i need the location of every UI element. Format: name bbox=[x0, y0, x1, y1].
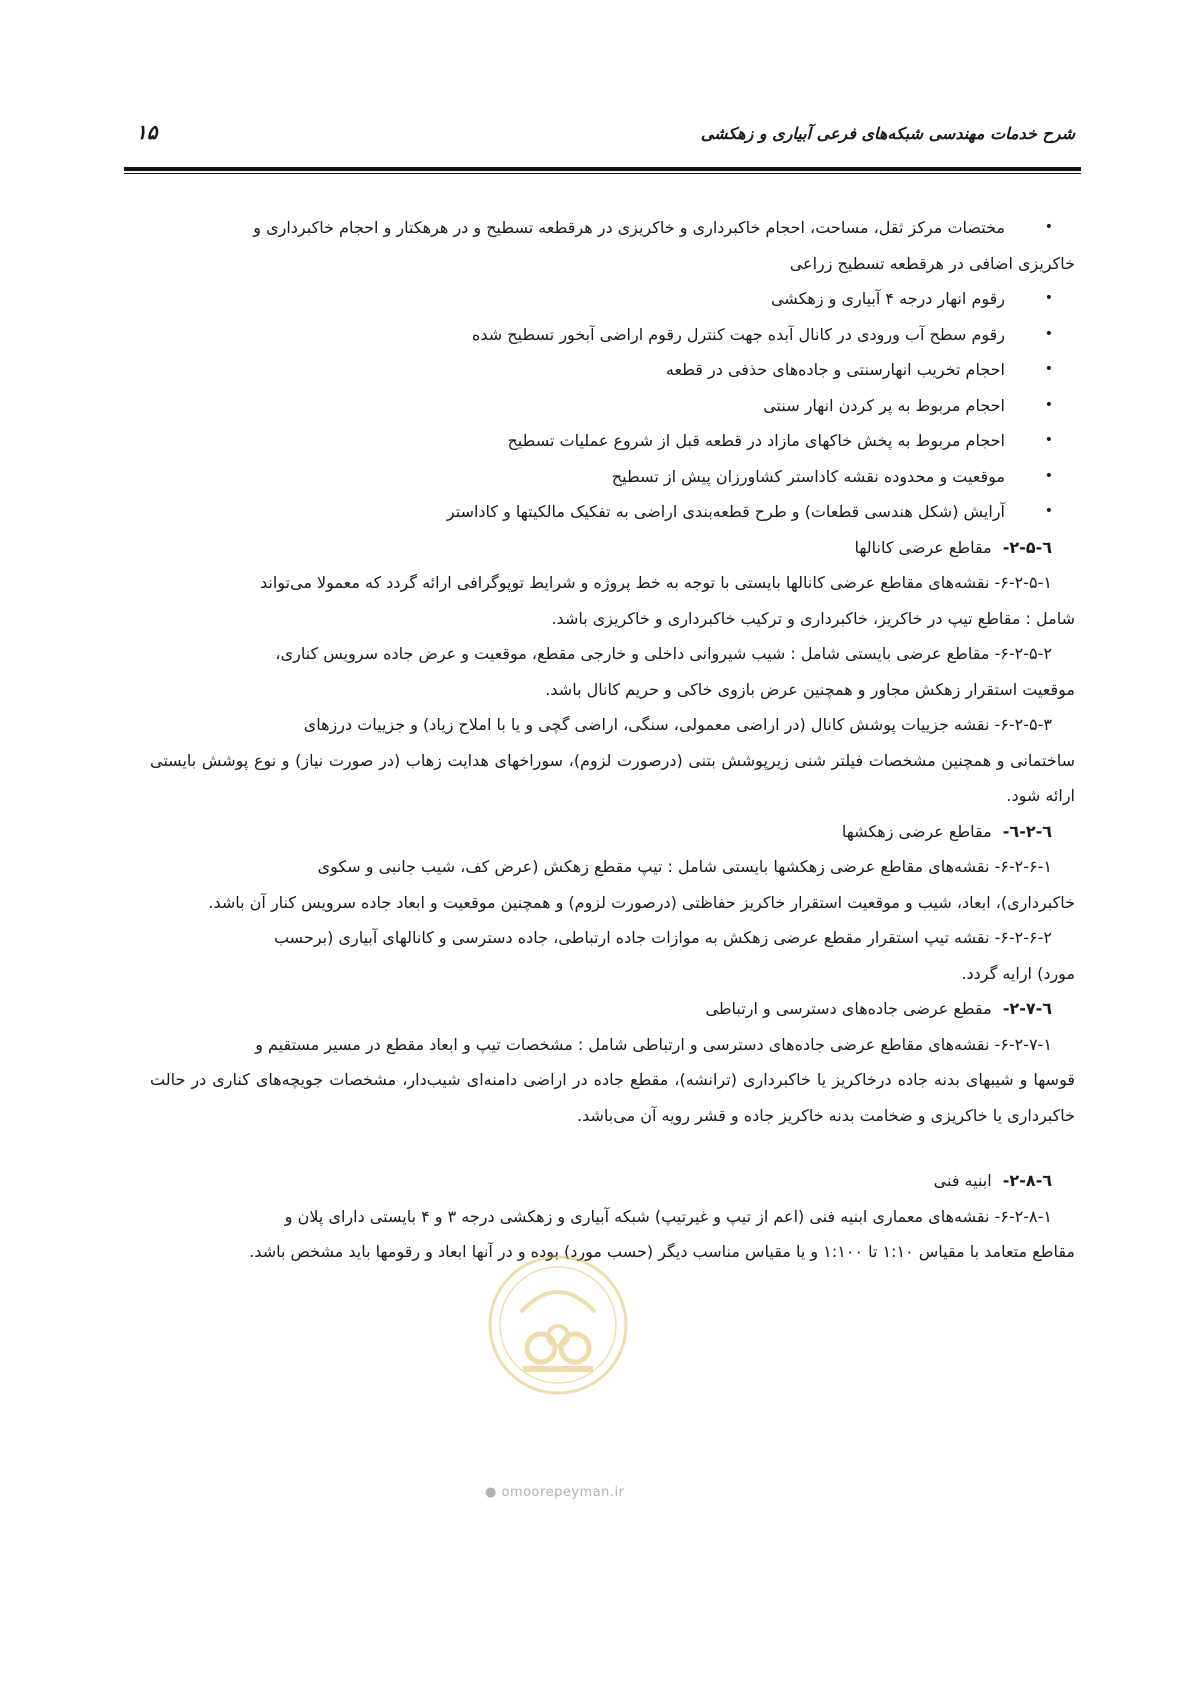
watermark-url: ● omoorepeyman.ir bbox=[485, 1485, 625, 1500]
list-item: • آرایش (شکل هندسی قطعات) و طرح قطعه‌بندی اراضی به تفکیک مالکیتها و کاداستر bbox=[150, 494, 1075, 530]
section-number: ٦-۲-۸- bbox=[1002, 1171, 1052, 1190]
header-rule-thin bbox=[124, 173, 1081, 174]
paragraph bbox=[150, 920, 1075, 991]
list-item: • احجام تخریب انهارسنتی و جاده‌های حذفی در قطعه bbox=[150, 352, 1075, 388]
bullet-list bbox=[150, 210, 1075, 246]
section-heading bbox=[150, 530, 1075, 566]
spacer bbox=[150, 1133, 1075, 1163]
header-rule-thick bbox=[124, 167, 1081, 171]
bullet-list bbox=[150, 281, 1075, 530]
paragraph-rest: موقعیت استقرار زهکش مجاور و همچنین عرض بازوی خاکی و حریم کانال باشد. bbox=[545, 679, 1075, 699]
page-header bbox=[130, 118, 1075, 150]
section-title: مقاطع عرضی کانالها bbox=[854, 537, 992, 557]
list-item-continuation: خاکریزی اضافی در هرقطعه تسطیح زراعی bbox=[789, 253, 1075, 273]
page-number: ۱۵ bbox=[136, 120, 158, 144]
section-heading bbox=[150, 814, 1075, 850]
paragraph-rest: خاکبرداری)، ابعاد، شیب و موقعیت استقرار خاکریز حفاظتی (درصورت لزوم) و همچنین موقعیت و ابعاد جاده سرویس کنار آن باشد. bbox=[208, 892, 1075, 912]
paragraph bbox=[150, 565, 1075, 636]
paragraph-first-line: ۶-۲-۸-۱- نقشه‌های معماری ابنیه فنی (اعم از تیپ و غیرتیپ) شبکه آبیاری و زهکشی درجه ۳ و ۴ بایستی دارای پلان و bbox=[284, 1206, 1052, 1226]
paragraph bbox=[150, 636, 1075, 707]
list-item: • احجام مربوط به پخش خاکهای مازاد در قطعه قبل از شروع عملیات تسطیح bbox=[150, 423, 1075, 459]
paragraph-rest: قوسها و شیبهای بدنه جاده درخاکریز یا خاکبرداری (ترانشه)، مقطع جاده در اراضی دامنه‌ای شیب‌دار، مشخصات جویچه‌های کناری در حالت خاکبرداری یا خاکریزی و ضخامت بدنه خاکریز جاده و قشر رویه آن می‌باشد. bbox=[150, 1070, 1075, 1125]
seal-icon bbox=[483, 1250, 633, 1400]
paragraph-rest: ساختمانی و همچنین مشخصات فیلتر شنی زیرپوشش بتنی (درصورت لزوم)، سوراخهای هدایت زهاب (در صورت نیاز) و نوع پوشش بایستی ارائه شود. bbox=[150, 750, 1075, 805]
paragraph bbox=[150, 707, 1075, 814]
section-title: مقطع عرضی جاده‌های دسترسی و ارتباطی bbox=[705, 999, 992, 1018]
section-title: ابنیه فنی bbox=[933, 1171, 992, 1190]
paragraph-first-line: ۶-۲-۷-۱- نقشه‌های مقاطع عرضی جاده‌های دسترسی و ارتباطی شامل : مشخصات تیپ و ابعاد مقطع در مسیر مستقیم و bbox=[255, 1034, 1052, 1054]
section-heading bbox=[150, 991, 1075, 1027]
list-item: • رقوم سطح آب ورودی در کانال آبده جهت کنترل رقوم اراضی آبخور تسطیح شده bbox=[150, 317, 1075, 353]
document-body bbox=[150, 210, 1075, 1270]
list-item: • رقوم انهار درجه ۴ آبیاری و زهکشی bbox=[150, 281, 1075, 317]
header-title: شرح خدمات مهندسی شبکه‌های فرعی آبیاری و زهکشی bbox=[700, 124, 1075, 143]
list-item bbox=[150, 210, 1075, 246]
paragraph bbox=[150, 849, 1075, 920]
list-item: • احجام مربوط به پر کردن انهار سنتی bbox=[150, 388, 1075, 424]
paragraph bbox=[150, 1027, 1075, 1134]
section-number: ٦-۲-۷- bbox=[1002, 999, 1052, 1018]
section-number: ٦-۲-۵- bbox=[1002, 537, 1052, 557]
section-heading bbox=[150, 1163, 1075, 1199]
paragraph-first-line: ۶-۲-۶-۲- نقشه تیپ استقرار مقطع عرضی زهکش به موازات جاده ارتباطی، جاده دسترسی و کانالهای آبیاری (برحسب bbox=[273, 928, 1052, 947]
paragraph-rest: مقاطع متعامد با مقیاس ۱:۱۰ تا ۱:۱۰۰ و یا مقیاس مناسب دیگر (حسب مورد) بوده و در آنها ابعاد و رقومها باید مشخص باشد. bbox=[249, 1242, 1075, 1261]
paragraph-first-line: ۶-۲-۵-۳- نقشه جزییات پوشش کانال (در اراضی معمولی، سنگی، اراضی گچی و یا با املاح زیاد) و جزییات درزهای bbox=[303, 715, 1052, 734]
paragraph-rest: مورد) ارایه گردد. bbox=[961, 963, 1075, 983]
paragraph-rest: شامل : مقاطع تیپ در خاکریز، خاکبرداری و ترکیب خاکبرداری و خاکریزی باشد. bbox=[551, 608, 1075, 628]
list-item-text: مختصات مرکز ثقل، مساحت، احجام خاکبرداری و خاکریزی در هرقطعه تسطیح و در هرهکتار و احجام خاکبرداری و bbox=[253, 218, 1005, 237]
paragraph-first-line: ۶-۲-۵-۱- نقشه‌های مقاطع عرضی کانالها بایستی با توجه به خط پروژه و شرایط توپوگرافی ارائه گردد که معمولا می‌تواند bbox=[260, 573, 1052, 592]
section-number: ٦-۲-٦- bbox=[1002, 821, 1052, 841]
watermark-logo bbox=[483, 1250, 633, 1400]
list-item: • موقعیت و محدوده نقشه کاداستر کشاورزان پیش از تسطیح bbox=[150, 459, 1075, 495]
paragraph-first-line: ۶-۲-۶-۱- نقشه‌های مقاطع عرضی زهکشها بایستی شامل : تیپ مقطع زهکش (عرض کف، شیب جانبی و سکوی bbox=[317, 857, 1052, 876]
paragraph-first-line: ۶-۲-۵-۲- مقاطع عرضی بایستی شامل : شیب شیروانی داخلی و خارجی مقطع، موقعیت و عرض جاده سرویس کناری، bbox=[275, 644, 1052, 663]
section-title: مقاطع عرضی زهکشها bbox=[841, 821, 992, 841]
